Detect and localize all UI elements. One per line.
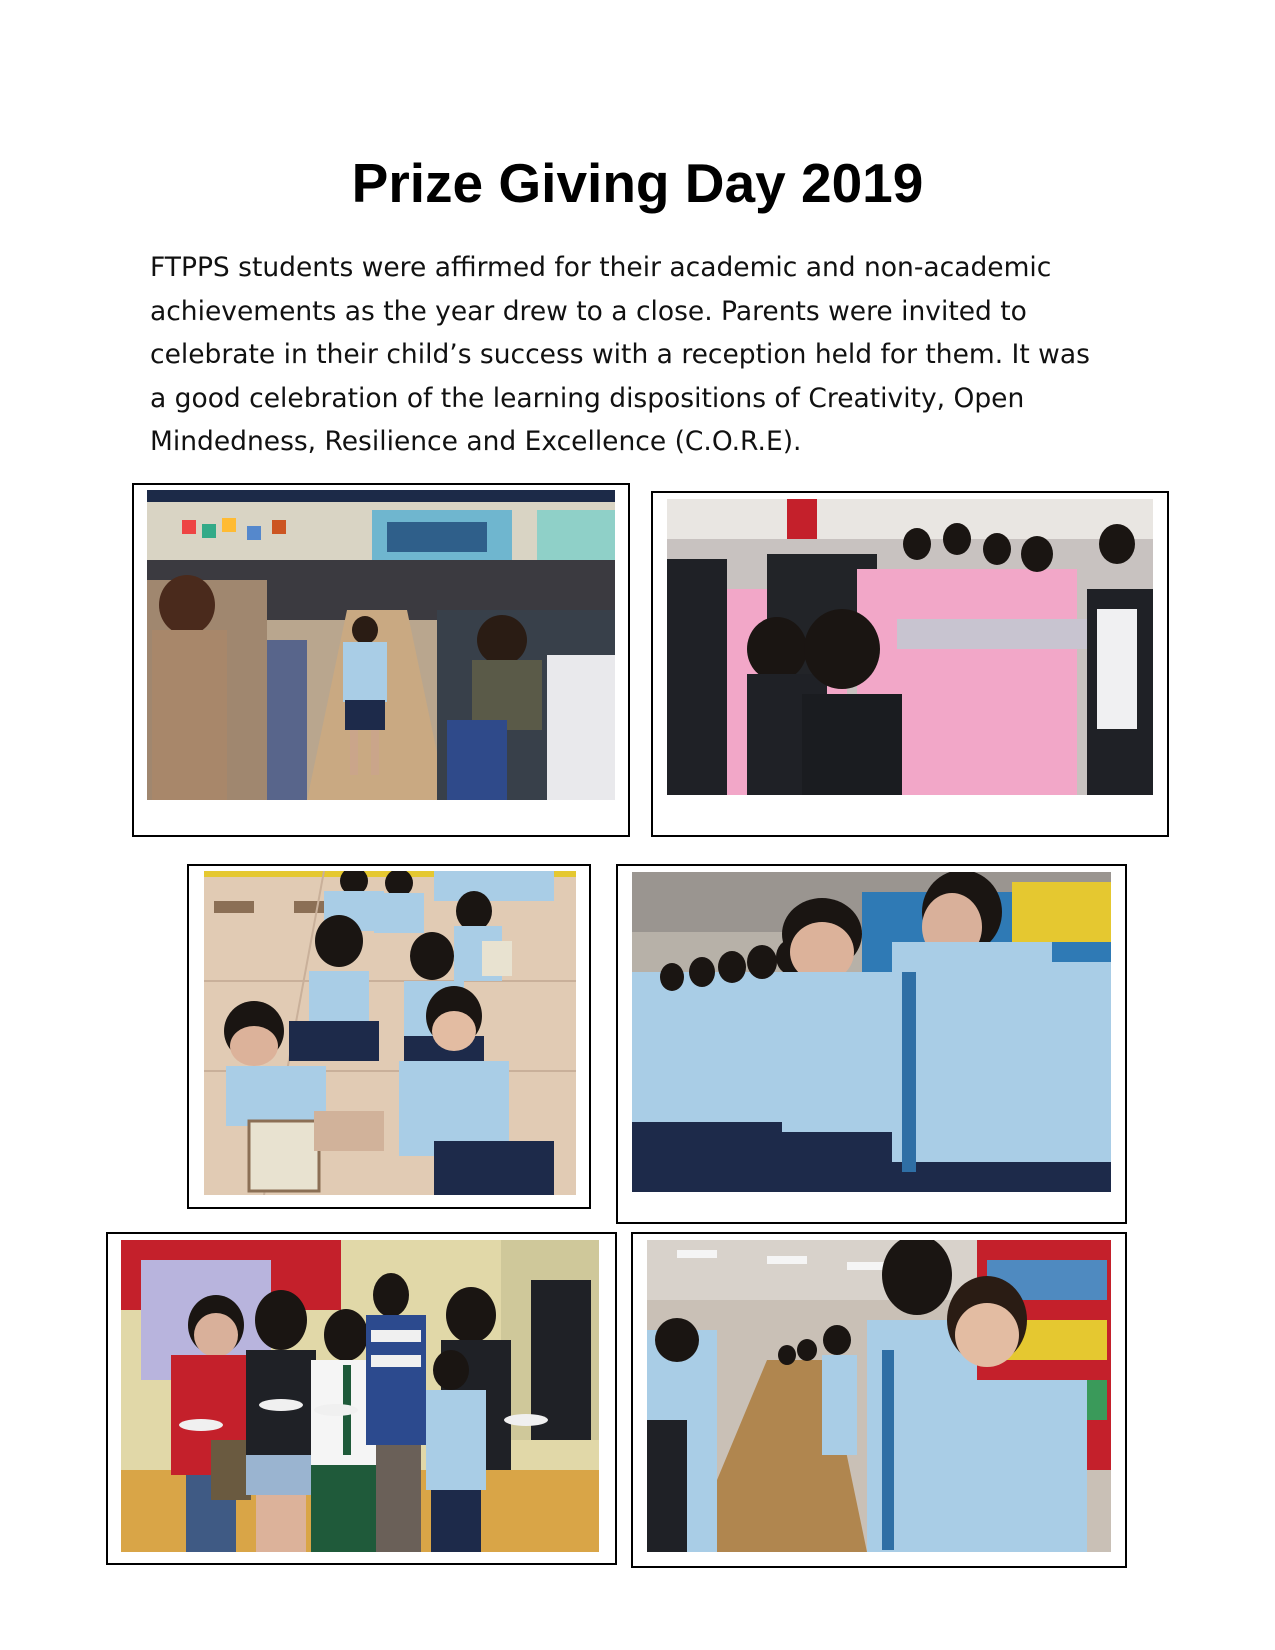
photo-library-audience <box>647 1240 1111 1552</box>
intro-line: a good celebration of the learning dispositions of Creativity, Open <box>150 382 1025 414</box>
page-title: Prize Giving Day 2019 <box>351 152 924 214</box>
photo-family-reception <box>121 1240 599 1552</box>
intro-paragraph <box>150 246 1130 464</box>
intro-line: achievements as the year drew to a close. Parents were invited to <box>150 295 1027 327</box>
photo-procession <box>147 490 615 800</box>
intro-line: Mindedness, Resilience and Excellence (C.O.R.E). <box>150 426 802 457</box>
intro-line: FTPPS students were affirmed for their academic and non-academic <box>150 252 1052 283</box>
intro-line: celebrate in their child’s success with a reception held for them. It was <box>150 339 1090 370</box>
photo-seated-students <box>632 872 1111 1192</box>
photo-pupils-certificates <box>204 871 576 1195</box>
photo-choir <box>667 499 1153 795</box>
